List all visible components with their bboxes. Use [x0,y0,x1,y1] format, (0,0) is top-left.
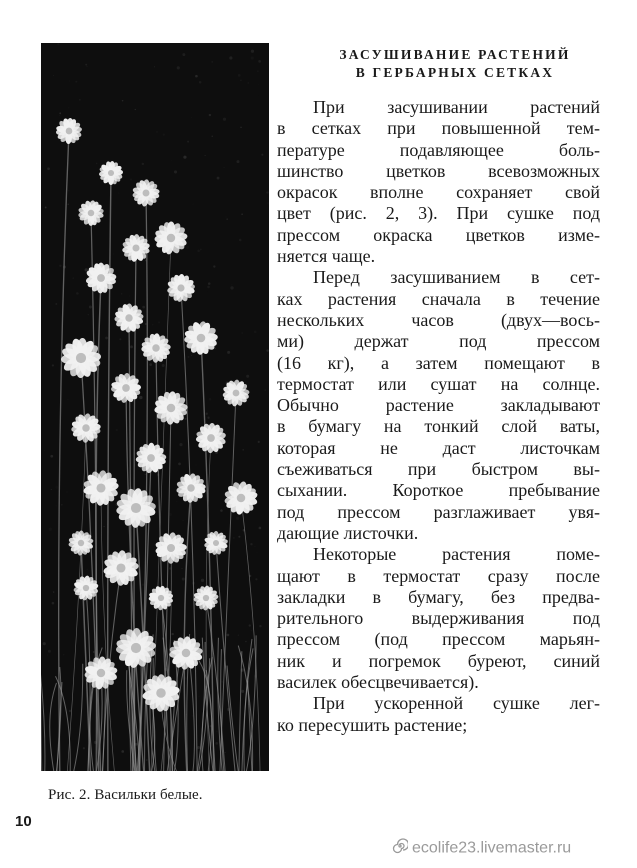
text-line: окрасок вполне сохраняет свой [277,182,600,203]
text-line: ках растения сначала в течение [277,288,600,309]
watermark-text: ecolife23.livemaster.ru [412,839,572,857]
text-line: прессом окраска цветков изме- [277,224,600,245]
figure-caption: Рис. 2. Васильки белые. [48,787,203,803]
text-line: под прессом разглаживает увя- [277,501,600,522]
body-text [277,97,600,736]
text-line: в бумагу на тонкий слой ваты, [277,416,600,437]
text-line: няется чаще. [277,246,376,267]
text-line: ми) держат под прессом [277,331,600,352]
text-line: рительного выдерживания под [277,608,600,629]
heading-line-1: ЗАСУШИВАНИЕ РАСТЕНИЙ [339,47,571,62]
text-line: Обычно растение закладывают [277,395,600,416]
text-line: Некоторые растения поме- [313,544,600,565]
text-line: прессом (под прессом марьян- [277,629,600,650]
text-line: ник и погремок буреют, синий [277,650,600,671]
text-line: василек обесцвечивается). [277,672,479,693]
text-line: ко пересушить растение; [277,714,468,735]
text-line: Перед засушиванием в сет- [313,267,600,288]
text-line: термостат или сушат на солнце. [277,373,600,394]
text-line: дающие листочки. [277,522,419,543]
text-line: щают в термостат сразу после [277,565,600,586]
text-line: в сетках при повышенной тем- [277,118,600,139]
watermark [392,838,571,859]
text-line: шинство цветков всевозможных [277,160,600,181]
spiral-logo-icon [392,838,408,859]
text-line: пературе подавляющее боль- [277,139,600,160]
text-line: При ускоренной сушке лег- [313,693,600,714]
text-line: (16 кг), а затем помещают в [277,352,600,373]
text-line: которая не даст листочкам [277,437,600,458]
section-heading [290,46,620,82]
text-line: съеживаться при быстром вы- [277,459,600,480]
cornflower-photo [41,43,269,771]
text-line: сыхании. Короткое пребывание [277,480,600,501]
text-line: цвет (рис. 2, 3). При сушке под [277,203,600,224]
page-number: 10 [15,813,32,830]
text-line: закладки в бумагу, без предва- [277,586,600,607]
heading-line-2: В ГЕРБАРНЫХ СЕТКАХ [355,65,555,80]
text-line: При засушивании растений [313,97,600,117]
text-line: нескольких часов (двух—вось- [277,309,600,330]
